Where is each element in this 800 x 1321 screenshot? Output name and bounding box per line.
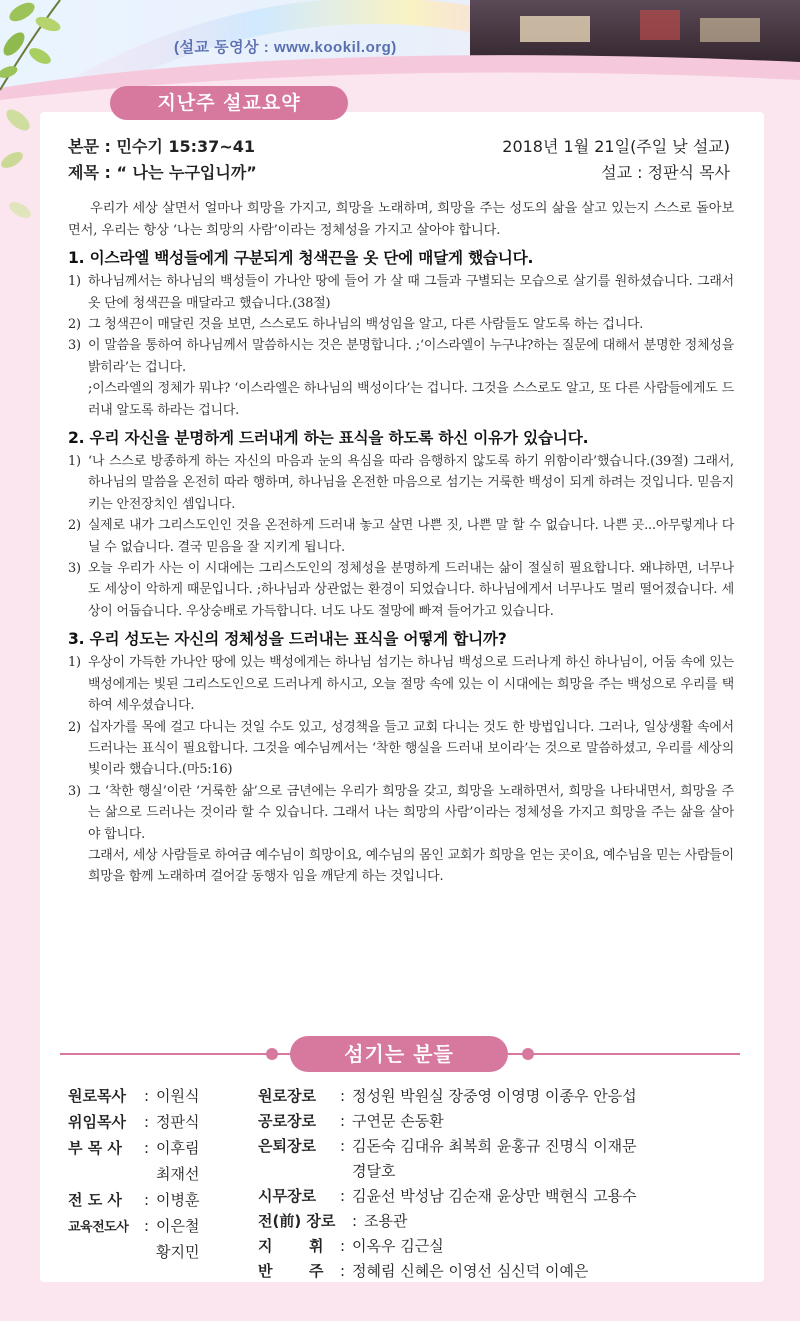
sermon-summary	[68, 198, 734, 888]
intro-paragraph: 우리가 세상 살면서 얼마나 희망을 가지고, 희망을 노래하며, 희망을 주는 성도의 삶을 살고 있는지 스스로 돌아보면서, 우리는 항상 ‘나는 희망의 사람’이라는 정체성을 가지고 살아야 합니다.	[68, 201, 734, 238]
side-leaves-decoration	[0, 100, 40, 320]
staff-row: 부 목 사 : 이후림	[68, 1139, 200, 1157]
staff-row: 반 주 : 정혜림 신혜은 이영선 심신덕 이예은	[258, 1262, 589, 1280]
header-banner	[0, 0, 800, 100]
sermon-title: 제목 : “ 나는 누구입니까”	[68, 163, 257, 182]
section-3	[68, 626, 734, 887]
section-title-pill: 지난주 설교요약	[110, 86, 348, 120]
sermon-video-url[interactable]: (설교 동영상 : www.kookil.org)	[174, 39, 397, 56]
scripture-reference: 본문 : 민수기 15:37~41	[68, 137, 255, 156]
pastor-staff-list	[68, 1084, 258, 1266]
header-art	[0, 0, 800, 100]
list-item: 3) 그 ‘착한 행실’이란 ‘거룩한 삶’으로 금년에는 우리가 희망을 갖고, 희망을 노래하면서, 희망을 나타내면서, 희망을 주는 삶으로 드러나는 것이라 할 수 있습니다. 그래서 나는 희망의 사람’이라는 정체성을 가지고 희망을 주는 삶을 살아야 합니다.	[68, 783, 734, 842]
section-1	[68, 245, 734, 421]
staff-row: 최재선	[156, 1165, 200, 1183]
divider-dot	[522, 1048, 534, 1060]
section-2	[68, 425, 734, 622]
serving-title-pill: 섬기는 분들	[290, 1036, 508, 1072]
section-heading: 1. 이스라엘 백성들에게 구분되게 청색끈을 옷 단에 매달게 했습니다.	[68, 249, 534, 268]
staff-row: 교육전도사 : 이은철	[68, 1217, 200, 1235]
elders-list	[258, 1084, 738, 1284]
staff-row: 경달호	[352, 1162, 396, 1180]
list-item: 3) 오늘 우리가 사는 이 시대에는 그리스도인의 정체성을 분명하게 드러내는 삶이 절실히 필요합니다. 왜냐하면, 너무나도 세상이 악하게 때문입니다. ;하나님과 상관없는 환경이 되었습니다. 하나님에게서 너무나도 멀리 떨어졌습니다. 세상이 어둡습니다. 우상숭배로 가득합니다. 너도 나도 절망에 빠져 들어가고 있습니다.	[68, 561, 734, 619]
staff-row: 공로장로 : 구연문 손동환	[258, 1112, 444, 1130]
section-heading: 3. 우리 성도는 자신의 정체성을 드러내는 표식을 어떻게 합니까?	[68, 630, 507, 649]
divider-dot	[266, 1048, 278, 1060]
staff-row: 전 도 사 : 이병훈	[68, 1191, 200, 1209]
list-item: 2) 십자가를 목에 걸고 다니는 것일 수도 있고, 성경책을 들고 교회 다니는 것도 한 방법입니다. 그러나, 일상생활 속에서 드러나는 표식이 필요합니다. 그것을 예수님께서는 ‘착한 행실을 드러내 보이라’는 것으로 말씀하셨고, 우리를 세상의 빛이라 했습니다.(마5:16)	[68, 719, 734, 778]
staff-row: 위임목사 : 정판식	[68, 1113, 200, 1131]
list-item: 1) 하나님께서는 하나님의 백성들이 가나안 땅에 들어 가 살 때 그들과 구별되는 모습으로 살기를 원하셨습니다. 그래서 옷 단에 청색끈을 매달라고 했습니다.(38절)	[68, 274, 734, 311]
staff-row: 원로목사 : 이원식	[68, 1087, 200, 1105]
preacher: 설교 : 정판식 목사	[601, 163, 730, 182]
staff-row: 전(前) 장로 : 조용관	[258, 1212, 408, 1230]
list-item: 3) 이 말씀을 통하여 하나님께서 말씀하시는 것은 분명합니다. ;‘이스라엘이 누구냐?하는 질문에 대해서 분명한 정체성을 밝히라’는 겁니다.	[68, 338, 734, 375]
staff-row: 은퇴장로 : 김돈숙 김대유 최복희 윤홍규 진명식 이재문	[258, 1137, 637, 1155]
serving-section-header	[60, 1034, 740, 1074]
staff-row: 원로장로 : 정성원 박원실 장중영 이영명 이종우 안응섭	[258, 1087, 637, 1105]
staff-row: 지 휘 : 이옥우 김근실	[258, 1237, 444, 1255]
list-item: 1) 우상이 가득한 가나안 땅에 있는 백성에게는 하나님 섬기는 하나님 백성으로 드러나게 하신 하나님이, 어둠 속에 있는 백성에게는 빛된 그리스도인으로 드러나게 하시고, 오늘 절망 속에 있는 이 시대에는 희망을 주는 백성으로 우리를 택하여 세우셨습니다.	[68, 655, 734, 714]
staff-row: 황지민	[156, 1243, 200, 1261]
list-item: 2) 실제로 내가 그리스도인인 것을 온전하게 드러내 놓고 살면 나쁜 짓, 나쁜 말 할 수 없습니다. 나쁜 곳...아무렇게나 다닐 수 없습니다. 결국 믿음을 잘 지키게 됩니다.	[68, 518, 734, 555]
list-item-continuation: ;이스라엘의 정체가 뭐냐? ‘이스라엘은 하나님의 백성이다’는 겁니다. 그것을 스스로도 알고, 또 다른 사람들에게도 드러내 알도록 하라는 겁니다.	[88, 381, 734, 418]
section-heading: 2. 우리 자신을 분명하게 드러내게 하는 표식을 하도록 하신 이유가 있습니다.	[68, 429, 589, 448]
sermon-date: 2018년 1월 21일(주일 낮 설교)	[502, 137, 730, 156]
list-item: 2) 그 청색끈이 매달린 것을 보면, 스스로도 하나님의 백성임을 알고, 다른 사람들도 알도록 하는 겁니다.	[68, 317, 644, 332]
list-item-continuation: 그래서, 세상 사람들로 하여금 예수님이 희망이요, 예수님의 몸인 교회가 희망을 얻는 곳이요, 예수님을 믿는 사람들이 희망을 함께 노래하며 걸어갈 동행자 임을 깨닫게 하는 것입니다.	[88, 847, 734, 885]
staff-row: 시무장로 : 김윤선 박성남 김순재 윤상만 백현식 고용수	[258, 1187, 637, 1205]
list-item: 1) ‘나 스스로 방종하게 하는 자신의 마음과 눈의 욕심을 따라 음행하지 않도록 하기 위함이라’했습니다.(39절) 그래서, 하나님의 말씀을 온전히 따라 행하며, 하나님을 온전한 마음으로 섬기는 거룩한 백성이 되게 하려는 것입니다. 믿음지키는 안전장치인 셈입니다.	[68, 454, 734, 512]
